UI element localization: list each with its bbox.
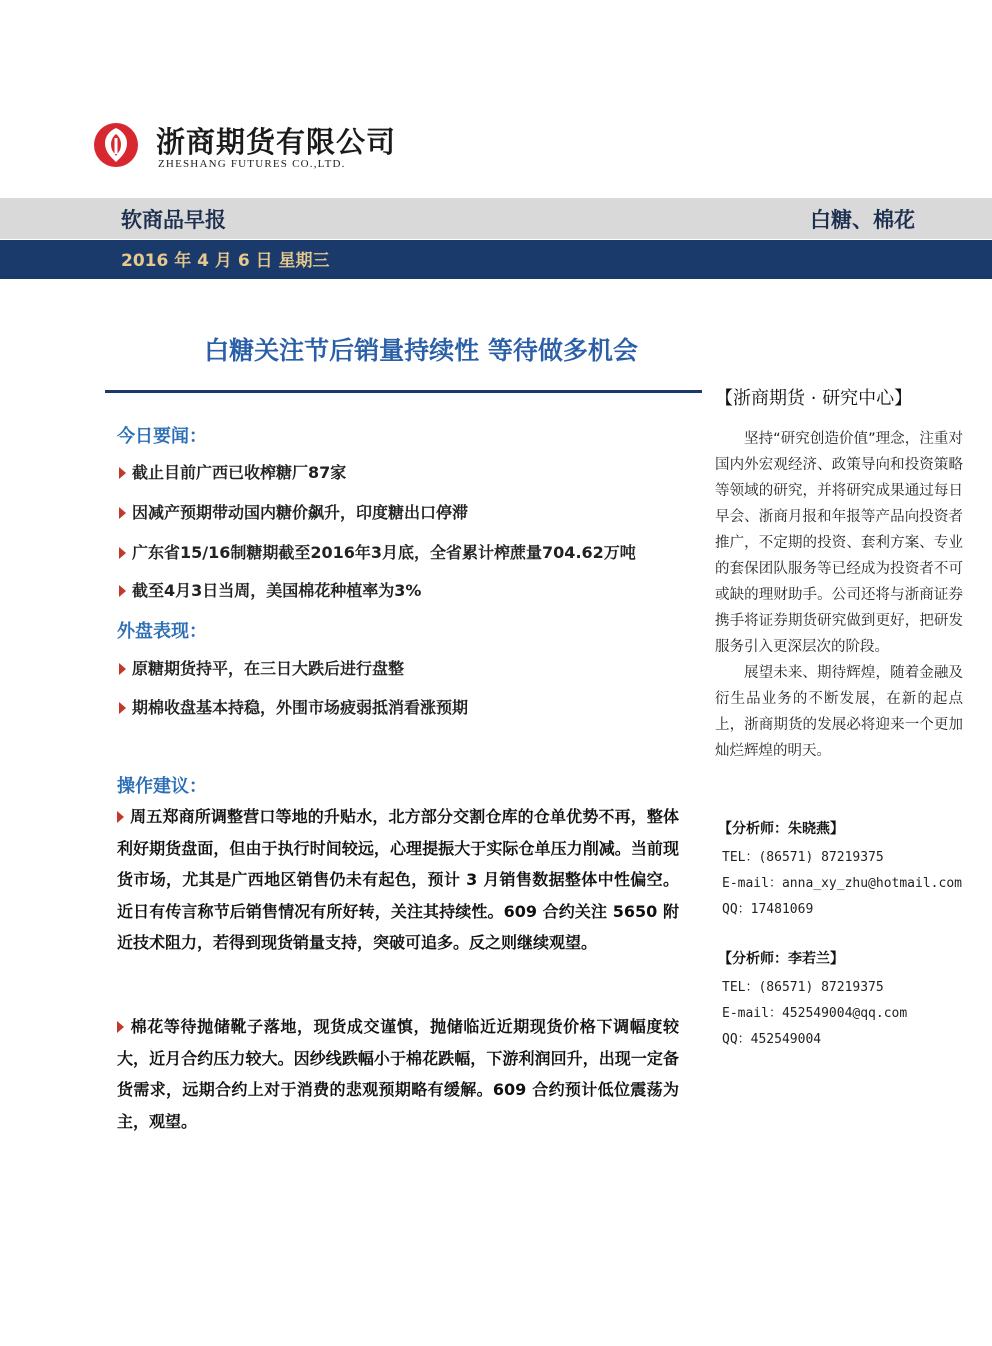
analyst-title: 【分析师：朱晓燕】 bbox=[718, 821, 844, 837]
advice-paragraph-cotton: 棉花等待抛储靴子落地，现货成交谨慎，抛储临近近期现货价格下调幅度较大，近月合约压力较大。因纱线跌幅小于棉花跌幅，下游利润回升，出现一定备货需求，远期合约上对于消费的悲观预期略有缓解。609 合约预计低位震荡为主，观望。 bbox=[117, 1017, 679, 1131]
news-item: 截至4月3日当周，美国棉花种植率为3% bbox=[119, 578, 421, 601]
analyst-qq: QQ：452549004 bbox=[722, 1032, 822, 1047]
analyst-title: 【分析师：李若兰】 bbox=[718, 951, 844, 967]
company-logo bbox=[93, 122, 139, 168]
bullet-triangle-icon bbox=[119, 547, 126, 559]
section-title-overseas: 外盘表现： bbox=[117, 621, 207, 642]
report-type: 软商品早报 bbox=[121, 208, 226, 232]
analyst-email: E-mail：anna_xy_zhu@hotmail.com bbox=[722, 876, 962, 891]
intro-paragraph: 展望未来、期待辉煌，随着金融及衍生品业务的不断发展，在新的起点上，浙商期货的发展必将迎来一个更加灿烂辉煌的明天。 bbox=[715, 665, 963, 759]
bullet-triangle-icon bbox=[119, 585, 126, 597]
bullet-triangle-icon bbox=[119, 702, 126, 714]
company-name-cn: 浙商期货有限公司 bbox=[156, 125, 397, 159]
analyst-phone: TEL：(86571) 87219375 bbox=[722, 850, 884, 865]
bullet-triangle-icon bbox=[117, 811, 124, 823]
bullet-triangle-icon bbox=[119, 467, 126, 479]
advice-paragraph-sugar: 周五郑商所调整营口等地的升贴水，北方部分交割仓库的仓单优势不再，整体利好期货盘面，但由于执行时间较远，心理提振大于实际仓单压力削减。当前现货市场，尤其是广西地区销售仍未有起色，预计 3 月销售数据整体中性偏空。近日有传言称节后销售情况有所好转，关注其持续性。609 合约关注 5650 附近技术阻力，若得到现货销量支持，突破可追多。反之则继续观望。 bbox=[117, 807, 679, 952]
company-name-en: ZHESHANG FUTURES CO.,LTD. bbox=[158, 158, 346, 170]
bullet-triangle-icon bbox=[117, 1021, 124, 1033]
commodities-label: 白糖、棉花 bbox=[810, 208, 915, 232]
overseas-item: 期棉收盘基本持稳，外围市场疲弱抵消看涨预期 bbox=[119, 695, 468, 718]
headline: 白糖关注节后销量持续性 等待做多机会 bbox=[204, 336, 638, 365]
research-center-intro bbox=[715, 426, 963, 764]
intro-paragraph: 坚持“研究创造价值”理念，注重对国内外宏观经济、政策导向和投资策略等领域的研究，并将研究成果通过每日早会、浙商月报和年报等产品向投资者推广，不定期的投资、套利方案、专业的套保团队服务等已经成为投资者不可或缺的理财助手。公司还将与浙商证券携手将证券期货研究做到更好，把研发服务引入更深层次的阶段。 bbox=[715, 431, 963, 655]
analyst-phone: TEL：(86571) 87219375 bbox=[722, 980, 884, 995]
section-title-advice: 操作建议： bbox=[117, 776, 207, 797]
news-item: 因减产预期带动国内糖价飙升，印度糖出口停滞 bbox=[119, 500, 468, 523]
news-item: 截止目前广西已收榨糖厂87家 bbox=[119, 460, 346, 483]
bullet-triangle-icon bbox=[119, 663, 126, 675]
analyst-email: E-mail：452549004@qq.com bbox=[722, 1006, 908, 1021]
divider bbox=[105, 390, 702, 393]
overseas-item: 原糖期货持平，在三日大跌后进行盘整 bbox=[119, 656, 404, 679]
bullet-triangle-icon bbox=[119, 507, 126, 519]
research-center-title: 【浙商期货 · 研究中心】 bbox=[715, 388, 913, 409]
section-title-today-news: 今日要闻： bbox=[117, 426, 207, 447]
news-item: 广东省15/16制糖期截至2016年3月底，全省累计榨蔗量704.62万吨 bbox=[119, 540, 636, 563]
analyst-qq: QQ：17481069 bbox=[722, 902, 814, 917]
report-date: 2016 年 4 月 6 日 星期三 bbox=[121, 251, 330, 271]
